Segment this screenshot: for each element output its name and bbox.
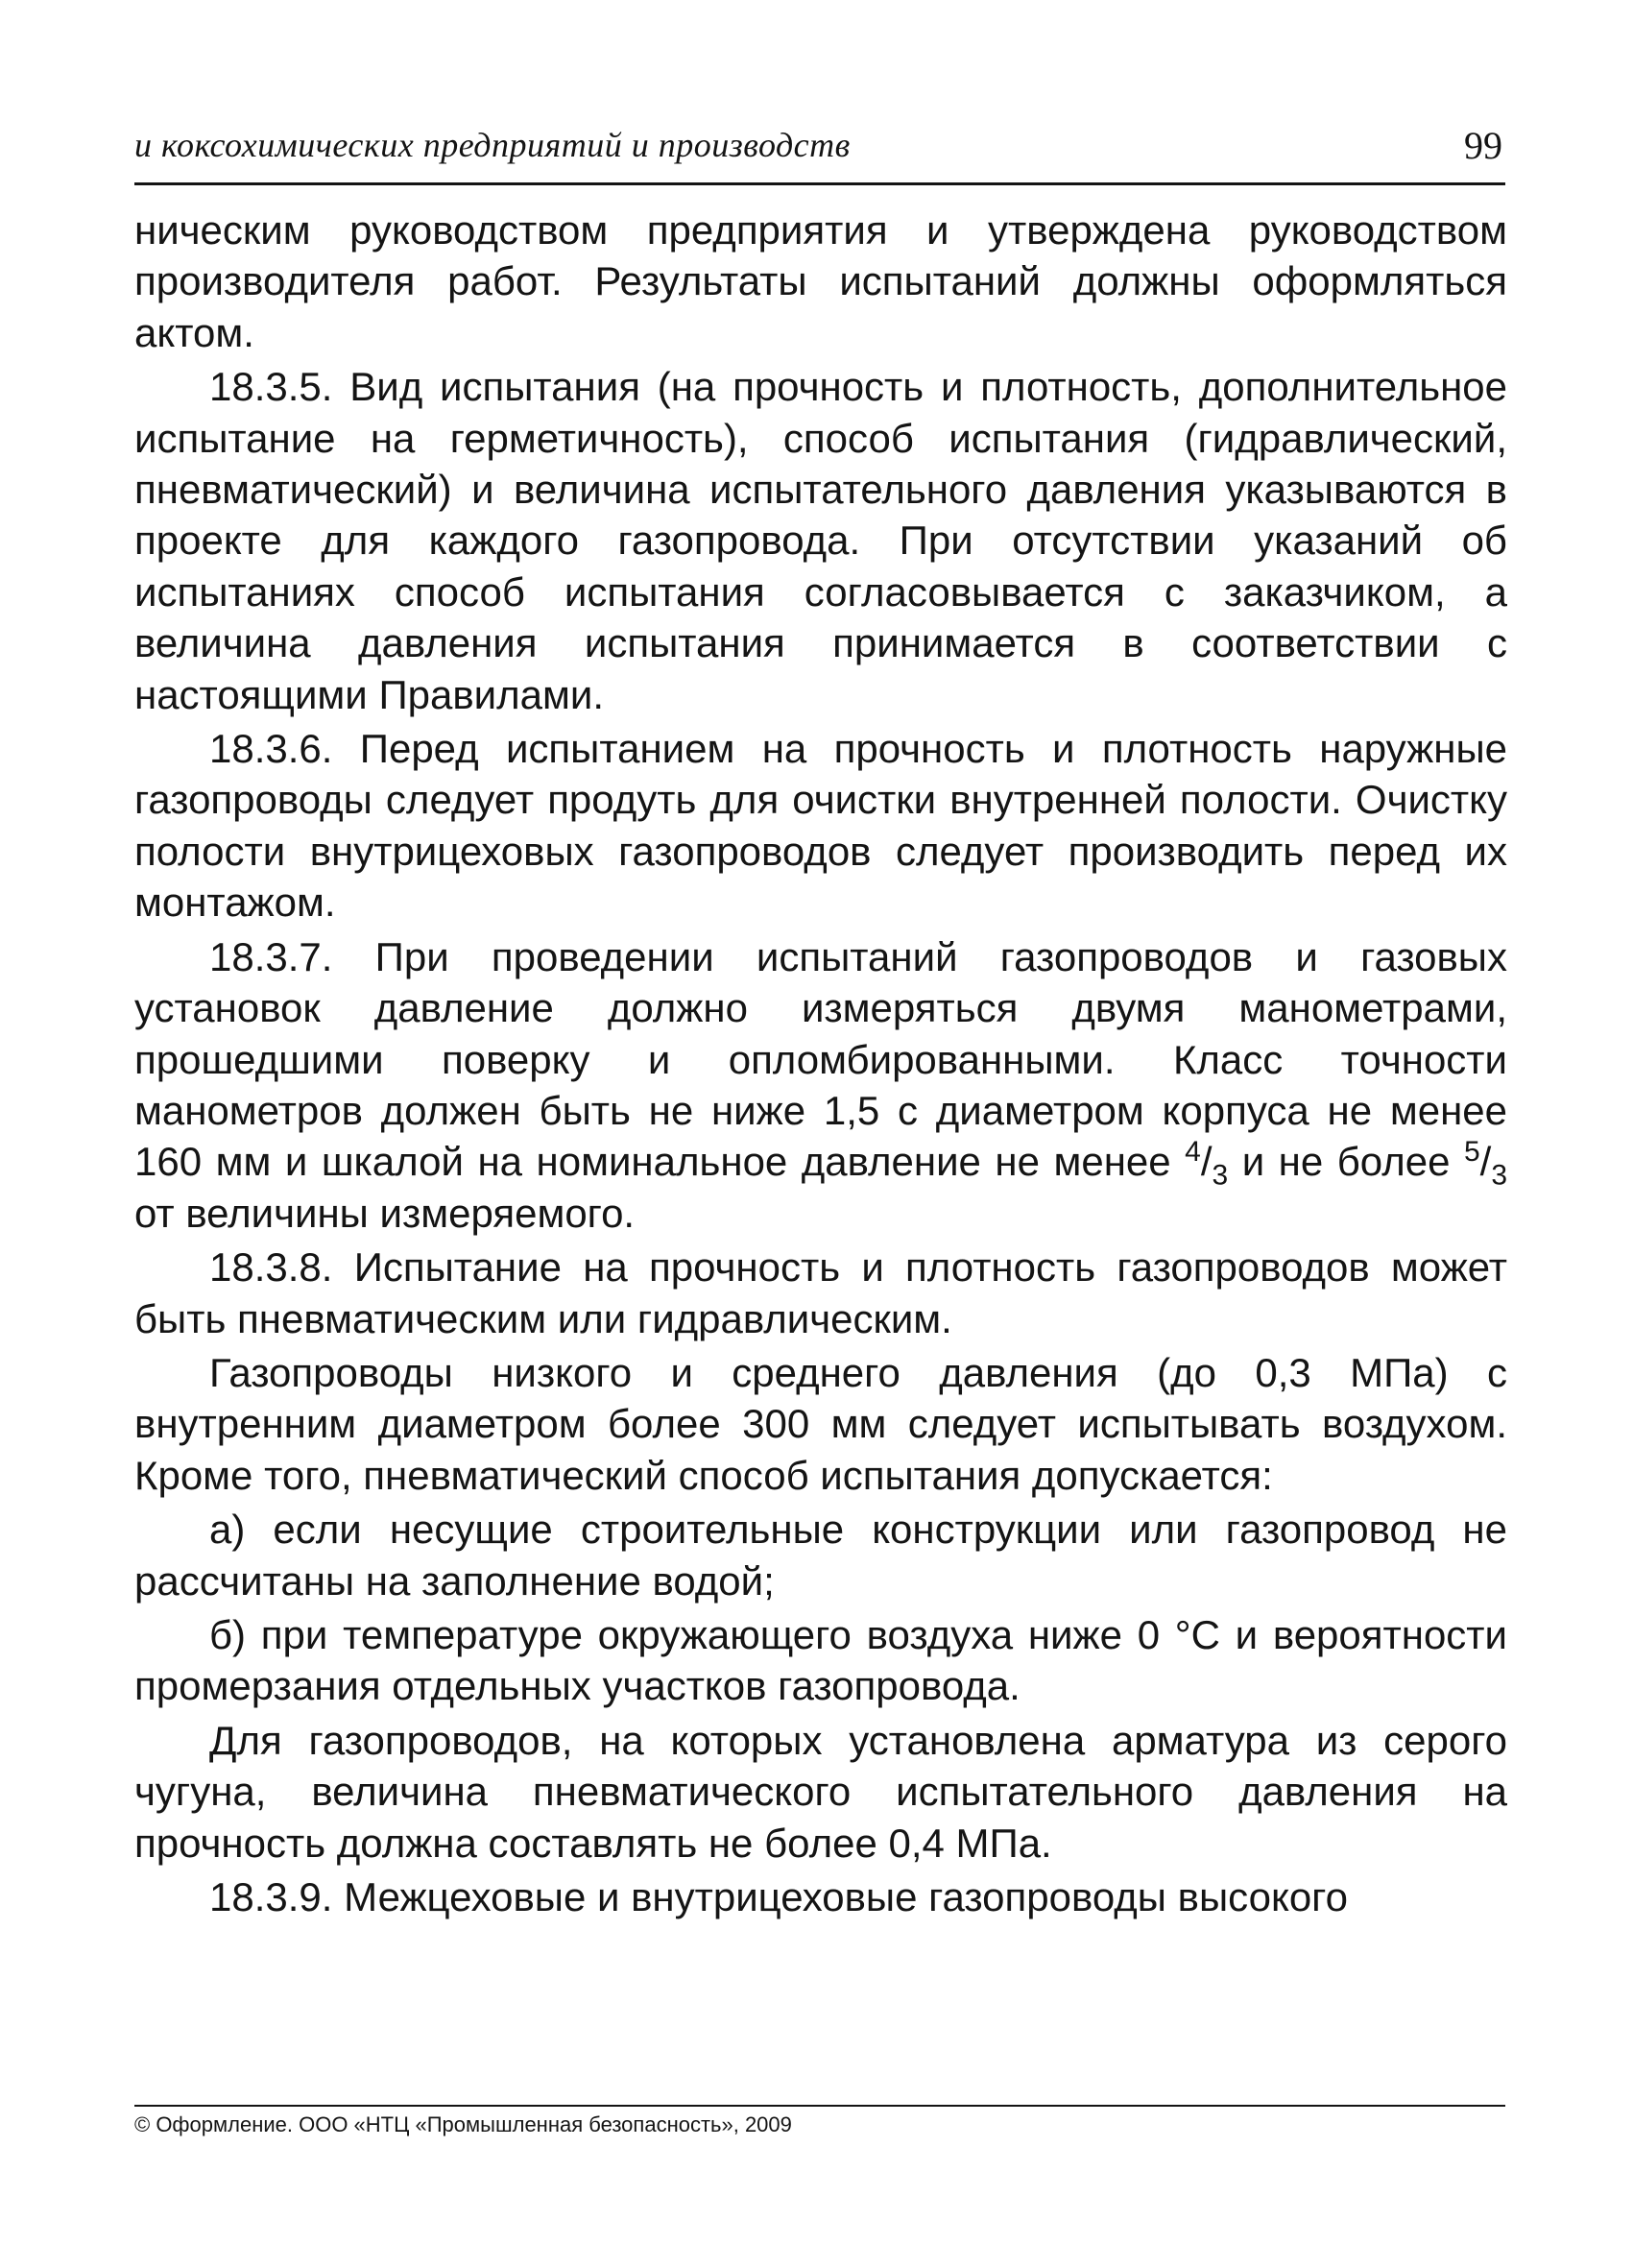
paragraph-low-medium-pressure: Газопроводы низкого и среднего давления (до 0,3 МПа) с внутренним диаметром более 300 мм следует испытывать воздухом. Кроме того, пневматический способ испытания допускается:	[134, 1349, 1507, 1498]
paragraph-18-3-7	[134, 931, 1507, 1239]
paragraph-18-3-7-text-2: и не более	[1241, 1139, 1451, 1185]
paragraph-18-3-7-text: 18.3.7. При проведении испытаний газопроводов и газовых установок давление должно измеряться двумя манометрами, прошедшими поверку и опломбированными. Класс точности манометров должен быть не ниже 1,5 с диаметром корпуса не менее 160 мм и шкалой на номинальное давление не менее	[134, 933, 1507, 1185]
fraction-numerator: 5	[1463, 1136, 1480, 1169]
paragraph-18-3-6: 18.3.6. Перед испытанием на прочность и плотность наружные газопроводы следует продуть для очистки внутренней полости. Очистку полости внутрицеховых газопроводов следует производить перед их монтажом.	[134, 726, 1507, 926]
paragraph-18-3-9: 18.3.9. Межцеховые и внутрицеховые газопроводы высокого	[209, 1874, 1348, 1919]
list-item-a: а) если несущие строительные конструкции или газопровод не рассчитаны на заполнение водой;	[134, 1507, 1507, 1604]
fraction-five-thirds: $^5/_3$	[1463, 1136, 1507, 1192]
paragraph-18-3-7-text-3: от величины измеряемого.	[134, 1190, 636, 1236]
fraction-denominator: 3	[1212, 1159, 1229, 1192]
copyright-footer: © Оформление. ООО «НТЦ «Промышленная безопасность», 2009	[134, 2112, 792, 2136]
running-title: и коксохимических предприятий и производств	[134, 126, 851, 164]
paragraph-cast-iron: Для газопроводов, на которых установлена арматура из серого чугуна, величина пневматического испытательного давления на прочность должна составлять не более 0,4 МПа.	[134, 1717, 1507, 1866]
list-item-b: б) при температуре окружающего воздуха ниже 0 °С и вероятности промерзания отдельных участков газопровода.	[134, 1611, 1507, 1709]
page-number: 99	[1464, 124, 1502, 167]
body-text	[134, 205, 1507, 1925]
paragraph-18-3-5: 18.3.5. Вид испытания (на прочность и плотность, дополнительное испытание на герметичность), способ испытания (гидравлический, пневматический) и величина испытательного давления указываются в проекте для каждого газопровода. При отсутствии указаний об испытаниях способ испытания согласовывается с заказчиком, а величина давления испытания принимается в соответствии с настоящими Правилами.	[134, 364, 1507, 717]
header-rule	[134, 182, 1505, 185]
fraction-denominator: 3	[1491, 1159, 1507, 1192]
fraction-four-thirds: $^4/_3$	[1185, 1136, 1229, 1192]
fraction-numerator: 4	[1185, 1136, 1201, 1169]
paragraph-18-3-8: 18.3.8. Испытание на прочность и плотность газопроводов может быть пневматическим или гидравлическим.	[134, 1244, 1507, 1341]
paragraph-continuation: ническим руководством предприятия и утверждена руководством производителя работ. Результаты испытаний должны оформляться актом.	[134, 207, 1507, 355]
footer-rule	[134, 2105, 1505, 2107]
